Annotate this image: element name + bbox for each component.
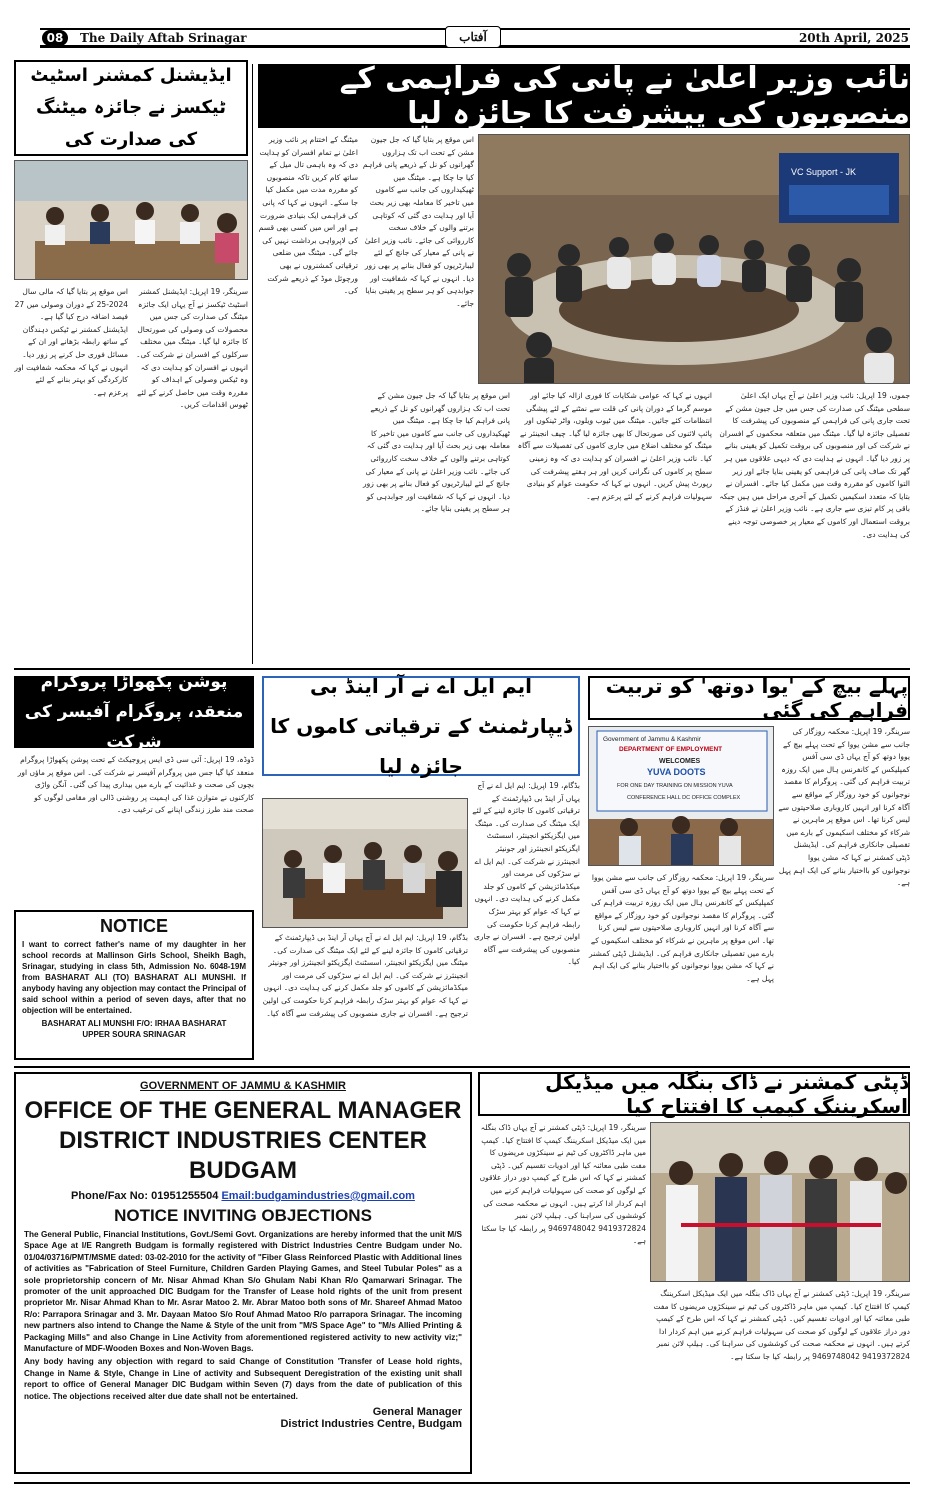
review-meeting-photo bbox=[263, 799, 468, 928]
main-article-col-3: اس موقع پر بتایا گیا کہ جل جیون مشن کے تحت اب تک ہزاروں گھرانوں کو نل کے ذریعے پانی فراہم کیا جا چکا ہے۔ میٹنگ میں ٹھیکیداروں کی جانب سے کاموں میں تاخیر کا معاملہ بھی زیر بحث آیا اور ہدایت دی گئی کہ کوتاہی برتنے والوں کے خلاف سخت کارروائی کی جائے۔ نائب وزیر اعلیٰ نے پانی کے معیار کی جانچ کے لئے لیبارٹریوں کو فعال بنانے پر بھی زور دیا۔ انہوں نے کہا کہ شفافیت اور جوابدہی کو ہر سطح پر یقینی بنایا جائے۔ bbox=[362, 135, 474, 308]
poshan-headline: پوشن پکھواڑا پروگرام منعقد، پروگرام آفیسر کی شرکت bbox=[14, 676, 254, 748]
youth-col-2: سرینگر، 19 اپریل: محکمہ روزگار کی جانب سے مشن یووا کے تحت پہلے بیچ کے یووا دوتھ کو آج یہاں ڈی سی آفس کمپلیکس کے کانفرنس ہال میں ایک روزہ تربیت فراہم کی گئی۔ پروگرام کا مقصد نوجوانوں کو خود روزگار کے مواقع سے آگاہ کرنا اور انہیں کاروباری صلاحیتوں سے لیس کرنا تھا۔ اس موقع پر ماہرین نے شرکاء کو مختلف اسکیموں کے بارے میں تفصیلی جانکاری فراہم کی۔ ایڈیشنل ڈپٹی کمشنر نے کہا کہ مشن یووا نوجوانوں کو بااختیار بنانے کی ایک اہم پہل ہے۔ bbox=[589, 873, 774, 983]
youth-photo bbox=[588, 726, 774, 866]
main-headline: نائب وزیر اعلیٰ نے پانی کی فراہمی کے منصوبوں کی پیشرفت کا جائزہ لیا bbox=[258, 64, 910, 128]
mla-photo bbox=[262, 798, 468, 928]
ad-sign-office: District Industries Centre, Budgam bbox=[280, 1418, 462, 1431]
paper-logo: آفتاب bbox=[445, 26, 501, 48]
ad-gov-line: GOVERNMENT OF JAMMU & KASHMIR bbox=[140, 1080, 346, 1092]
banner-line-2: DEPARTMENT OF EMPLOYMENT bbox=[619, 746, 723, 753]
ad-phone: Phone/Fax No: 01951255504 bbox=[71, 1190, 219, 1202]
main-article-col-1: جموں، 19 اپریل: نائب وزیر اعلیٰ نے آج یہاں ایک اعلیٰ سطحی میٹنگ کی صدارت کی جس میں جل جیون مشن کے تحت جاری پانی کی فراہمی کے منصوبوں کی پیشرفت کا تفصیلی جائزہ لیا گیا۔ میٹنگ میں متعلقہ محکموں کے افسران نے شرکت کی اور منصوبوں کی بروقت تکمیل کو یقینی بنانے پر زور دیا گیا۔ انہوں نے ہدایت دی کہ دیہی علاقوں میں ہر گھر تک صاف پانی کی فراہمی کو یقینی بنایا جائے اور زیر التوا کاموں کو مقررہ وقت میں مکمل کیا جائے۔ افسران نے بتایا کہ متعدد اسکیمیں تکمیل کے آخری مراحل میں ہیں جبکہ باقی پر کام تیزی سے جاری ہے۔ نائب وزیر اعلیٰ نے فنڈز کے بروقت استعمال اور کاموں کے معیار پر خصوصی توجہ دینے کی ہدایت دی۔ bbox=[719, 391, 910, 539]
left-top-col-1: سرینگر، 19 اپریل: ایڈیشنل کمشنر اسٹیٹ ٹیکسز نے آج یہاں ایک جائزہ میٹنگ کی صدارت کی جس میں محصولات کی وصولی کی صورتحال کا جائزہ لیا گیا۔ میٹنگ میں مختلف سرکلوں کے افسران نے شرکت کی۔ انہوں نے افسران کو ہدایت دی کہ وہ ٹیکس وصولی کے اہداف کو مقررہ وقت میں حاصل کرنے کے لئے ٹھوس اقدامات کریں۔ bbox=[136, 287, 248, 410]
mla-col-2: بڈگام، 19 اپریل: ایم ایل اے نے آج یہاں آر اینڈ بی ڈیپارٹمنٹ کے ترقیاتی کاموں کا جائزہ لینے کے لئے ایک میٹنگ کی صدارت کی۔ میٹنگ میں ایگزیکٹو انجینئر، اسسٹنٹ ایگزیکٹو انجینئرز اور جونیئر انجینئرز نے شرکت کی۔ ایم ایل اے نے سڑکوں کی مرمت اور میکڈمائزیشن کے کاموں کو جلد مکمل کرنے کی ہدایت دی۔ انہوں نے کہا کہ عوام کو بہتر سڑک رابطہ فراہم کرنا حکومت کی اولین ترجیح ہے۔ افسران نے جاری منصوبوں کی پیشرفت سے آگاہ کیا۔ bbox=[262, 933, 468, 1018]
medical-col-1: سرینگر، 19 اپریل: ڈپٹی کمشنر نے آج یہاں ڈاک بنگلہ میں ایک میڈیکل اسکریننگ کیمپ کا افتتاح کیا۔ کیمپ میں ماہر ڈاکٹروں کی ٹیم نے سینکڑوں مریضوں کا مفت طبی معائنہ کیا اور ادویات تقسیم کیں۔ ڈپٹی کمشنر نے کہا کہ اس طرح کے کیمپ دور دراز علاقوں کے لوگوں کو صحت کی سہولیات فراہم کرنے میں اہم کردار ادا کرتے ہیں۔ انہوں نے محکمہ صحت کی کوششوں کی سراہنا کی۔ ہیلپ لائن نمبر 9419372824 9469748042 پر رابطہ کیا جا سکتا ہے۔ bbox=[479, 1123, 646, 1246]
youth-headline: پہلے بیچ کے 'یوا دوتھ' کو تربیت فراہم کی گئی bbox=[588, 676, 910, 720]
meeting-room-photo bbox=[479, 135, 910, 384]
mla-headline: ایم ایل اے نے آر اینڈ بی ڈیپارٹمنٹ کے ترقیاتی کاموں کا جائزہ لیا bbox=[262, 676, 580, 776]
ad-notice-title: NOTICE INVITING OBJECTIONS bbox=[114, 1206, 372, 1225]
notice-box bbox=[14, 910, 254, 1060]
medical-headline: ڈپٹی کمشنر نے ڈاک بنگلہ میں میڈیکل اسکریننگ کیمپ کا افتتاح کیا bbox=[478, 1072, 910, 1116]
banner-line-1: Government of Jammu & Kashmir bbox=[603, 736, 701, 743]
notice-signature-2: UPPER SOURA SRINAGAR bbox=[82, 1030, 186, 1039]
main-article-col-2: انہوں نے کہا کہ عوامی شکایات کا فوری ازالہ کیا جائے اور موسم گرما کے دوران پانی کی قلت سے نمٹنے کے لئے پیشگی انتظامات کئے جائیں۔ میٹنگ میں ٹیوب ویلوں، واٹر ٹینکوں اور پائپ لائنوں کی صورتحال کا بھی جائزہ لیا گیا۔ چیف انجینئر نے میٹنگ کو مختلف اضلاع میں جاری کاموں کی تفصیلات سے آگاہ کیا۔ نائب وزیر اعلیٰ نے افسران کو ہدایت دی کہ وہ زمینی سطح پر کاموں کی نگرانی کریں اور ہر ہفتے پیشرفت کی رپورٹ پیش کریں۔ انہوں نے کہا کہ حکومت عوام کو بنیادی سہولیات فراہم کرنے کے لئے پرعزم ہے۔ bbox=[517, 391, 712, 501]
poshan-body: ڈوڈہ، 19 اپریل: آئی سی ڈی ایس پروجیکٹ کے تحت پوشن پکھواڑا پروگرام منعقد کیا گیا جس میں پروگرام آفیسر نے شرکت کی۔ اس موقع پر ماؤں اور بچوں کی صحت و غذائیت کے بارے میں بیداری پیدا کی گئی۔ آنگن واڑی کارکنوں نے متوازن غذا کی اہمیت پر روشنی ڈالی اور مقامی لوگوں کو صحت مند طرز زندگی اپنانے کی ترغیب دی۔ bbox=[17, 755, 254, 815]
ad-email-link[interactable]: Email:budgamindustries@gmail.com bbox=[221, 1190, 415, 1202]
paper-name: The Daily Aftab Srinagar bbox=[80, 31, 247, 45]
column-divider bbox=[252, 64, 253, 664]
notice-body: I want to correct father's name of my daughter in her school records at Mallinson Girls School, Sheikh Bagh, Srinagar, studying in class 5th, Admission No. 6048-19M from BASHARAT ALI (TO) BASHARAT ALI MUNSHI. If anybody having any objection may contact the Principal of said school within a period of seven days, after that no objection will be entertained. bbox=[22, 940, 246, 1015]
ad-office-line-2: DISTRICT INDUSTRIES CENTER BUDGAM bbox=[58, 1127, 427, 1184]
main-article-col-4: میٹنگ کے اختتام پر نائب وزیر اعلیٰ نے تمام افسران کو ہدایت دی کہ وہ باہمی تال میل کے ساتھ کام کریں تاکہ منصوبوں کو مقررہ مدت میں مکمل کیا جا سکے۔ انہوں نے کہا کہ پانی کی فراہمی ایک بنیادی ضرورت ہے اور اس میں کسی بھی قسم کی لاپرواہی برداشت نہیں کی جائے گی۔ میٹنگ میں ضلعی ترقیاتی کمشنروں نے بھی ورچوئل موڈ کے ذریعے شرکت کی۔ bbox=[258, 135, 358, 296]
medical-photo bbox=[650, 1122, 910, 1282]
office-meeting-photo bbox=[15, 161, 248, 280]
notice-title: NOTICE bbox=[99, 916, 168, 936]
left-top-headline: ایڈیشنل کمشنر اسٹیٹ ٹیکسز نے جائزہ میٹنگ کی صدارت کی bbox=[14, 60, 248, 156]
main-article-col-3b: اس موقع پر بتایا گیا کہ جل جیون مشن کے تحت اب تک ہزاروں گھرانوں کو نل کے ذریعے پانی فراہم کیا جا چکا ہے۔ میٹنگ میں ٹھیکیداروں کی جانب سے کاموں میں تاخیر کا معاملہ بھی زیر بحث آیا اور ہدایت دی گئی کہ کوتاہی برتنے والوں کے خلاف سخت کارروائی کی جائے۔ نائب وزیر اعلیٰ نے پانی کے معیار کی جانچ کے لئے لیبارٹریوں کو فعال بنانے پر بھی زور دیا۔ انہوں نے کہا کہ شفافیت اور جوابدہی کو ہر سطح پر یقینی بنایا جائے۔ bbox=[362, 391, 510, 514]
left-top-photo bbox=[14, 160, 248, 280]
training-photo bbox=[589, 727, 774, 866]
youth-col-1: سرینگر، 19 اپریل: محکمہ روزگار کی جانب سے مشن یووا کے تحت پہلے بیچ کے یووا دوتھ کو آج یہاں ڈی سی آفس کمپلیکس کے کانفرنس ہال میں ایک روزہ تربیت فراہم کی گئی۔ پروگرام کا مقصد نوجوانوں کو خود روزگار کے مواقع سے آگاہ کرنا اور انہیں کاروباری صلاحیتوں سے لیس کرنا تھا۔ اس موقع پر ماہرین نے شرکاء کو مختلف اسکیموں کے بارے میں تفصیلی جانکاری فراہم کی۔ ایڈیشنل ڈپٹی کمشنر نے کہا کہ مشن یووا نوجوانوں کو بااختیار بنانے کی ایک اہم پہل ہے۔ bbox=[778, 727, 910, 888]
section-divider-2 bbox=[14, 1066, 910, 1068]
ribbon-cutting-photo bbox=[651, 1123, 910, 1282]
page-number: 08 bbox=[42, 30, 68, 46]
banner-line-6: CONFERENCE HALL DC OFFICE COMPLEX bbox=[627, 795, 741, 801]
dic-notice-ad bbox=[14, 1072, 472, 1474]
banner-line-5: FOR ONE DAY TRAINING ON MISSION YUVA bbox=[617, 783, 733, 789]
notice-signature-1: BASHARAT ALI MUNSHI F/O: IRHAA BASHARAT bbox=[41, 1019, 227, 1028]
main-photo bbox=[478, 134, 910, 384]
screen-label: VC Support - JK bbox=[791, 167, 857, 177]
page-bottom-rule bbox=[14, 1482, 910, 1484]
medical-col-2: سرینگر، 19 اپریل: ڈپٹی کمشنر نے آج یہاں ڈاک بنگلہ میں ایک میڈیکل اسکریننگ کیمپ کا افتتاح کیا۔ کیمپ میں ماہر ڈاکٹروں کی ٹیم نے سینکڑوں مریضوں کا مفت طبی معائنہ کیا اور ادویات تقسیم کیں۔ ڈپٹی کمشنر نے کہا کہ اس طرح کے کیمپ دور دراز علاقوں کے لوگوں کو صحت کی سہولیات فراہم کرنے میں اہم کردار ادا کرتے ہیں۔ انہوں نے محکمہ صحت کی کوششوں کی سراہنا کی۔ ہیلپ لائن نمبر 9419372824 9469748042 پر رابطہ کیا جا سکتا ہے۔ bbox=[653, 1289, 910, 1361]
banner-line-3: WELCOMES bbox=[659, 758, 701, 765]
ad-paragraph-1: The General Public, Financial Institutions, Govt./Semi Govt. Organizations are hereby informed that the unit M/S Space Age at I/E Rangreth Budgam is formally registered with District Industries Centre Budgam under No. 01/04/03716/PMT/MSME dated: 03-02-2010 for the activity of "Fiber Glass Reinforced Plastic with Additional lines of activities as "Fabrication of Steel Furniture, Children Garden Playing Games, and Steel Tubular Poles" as a sole proprietorship concern of Mr. Nisar Ahmad Khan S/o Ghulam Nabi Khan R/o Qamarwari Srinagar. The promoter of the unit approached DIC Budgam for the Transfer of Lease hold rights of the unit from present proprietor Mr. Nisar Ahmad Khan to Mr. Asrar Matoo 2. Mr. Abrar Matoo both sons of Mr. Shareef Ahmad Matoo R/o: Parrapora Srinagar and 3. Mr. Dayaan Matoo S/o Rouf Ahmad Matoo R/o parrapora Srinagar. The incoming new partners also intend to Change the Name & Style of the unit from "M/S Space Age" to "M/s Allied Printing & Packaging Mills" and also Change in Line Activity from aforementioned registered activity to new activity viz;" Manufacture of MDF-Wooden Boxes and Non-Woven Bags. bbox=[24, 1230, 462, 1354]
left-top-col-2: اس موقع پر بتایا گیا کہ مالی سال 2024-25 کے دوران وصولی میں 27 فیصد اضافہ درج کیا گیا ہے۔ ایڈیشنل کمشنر نے ٹیکس دہندگان کے ساتھ رابطہ بڑھانے اور ان کے مسائل فوری حل کرنے پر زور دیا۔ انہوں نے کہا کہ محکمہ شفافیت اور کارکردگی کو بہتر بنانے کے لئے پرعزم ہے۔ bbox=[14, 287, 128, 397]
ad-sign-title: General Manager bbox=[372, 1406, 462, 1419]
ad-paragraph-2: Any body having any objection with regard to said Change of Constitution 'Transfer of Lease hold rights, Change in Name & Style, Change in Line of activity and Subsequent Deregistration of the existing unit shall report to office of General Manager DIC Budgam within Seven (7) days from the date of publication of this notice. The objections received alter due date shall not be entertained. bbox=[24, 1357, 462, 1401]
issue-date: 20th April, 2025 bbox=[798, 31, 909, 45]
banner-line-4: YUVA DOOTS bbox=[647, 767, 706, 777]
mla-col-1: بڈگام، 19 اپریل: ایم ایل اے نے آج یہاں آر اینڈ بی ڈیپارٹمنٹ کے ترقیاتی کاموں کا جائزہ لینے کے لئے ایک میٹنگ کی صدارت کی۔ میٹنگ میں ایگزیکٹو انجینئر، اسسٹنٹ ایگزیکٹو انجینئرز اور جونیئر انجینئرز نے شرکت کی۔ ایم ایل اے نے سڑکوں کی مرمت اور میکڈمائزیشن کے کاموں کو جلد مکمل کرنے کی ہدایت دی۔ انہوں نے کہا کہ عوام کو بہتر سڑک رابطہ فراہم کرنا حکومت کی اولین ترجیح ہے۔ افسران نے جاری منصوبوں کی پیشرفت سے آگاہ کیا۔ bbox=[472, 781, 580, 967]
ad-office-line-1: OFFICE OF THE GENERAL MANAGER bbox=[24, 1097, 462, 1124]
